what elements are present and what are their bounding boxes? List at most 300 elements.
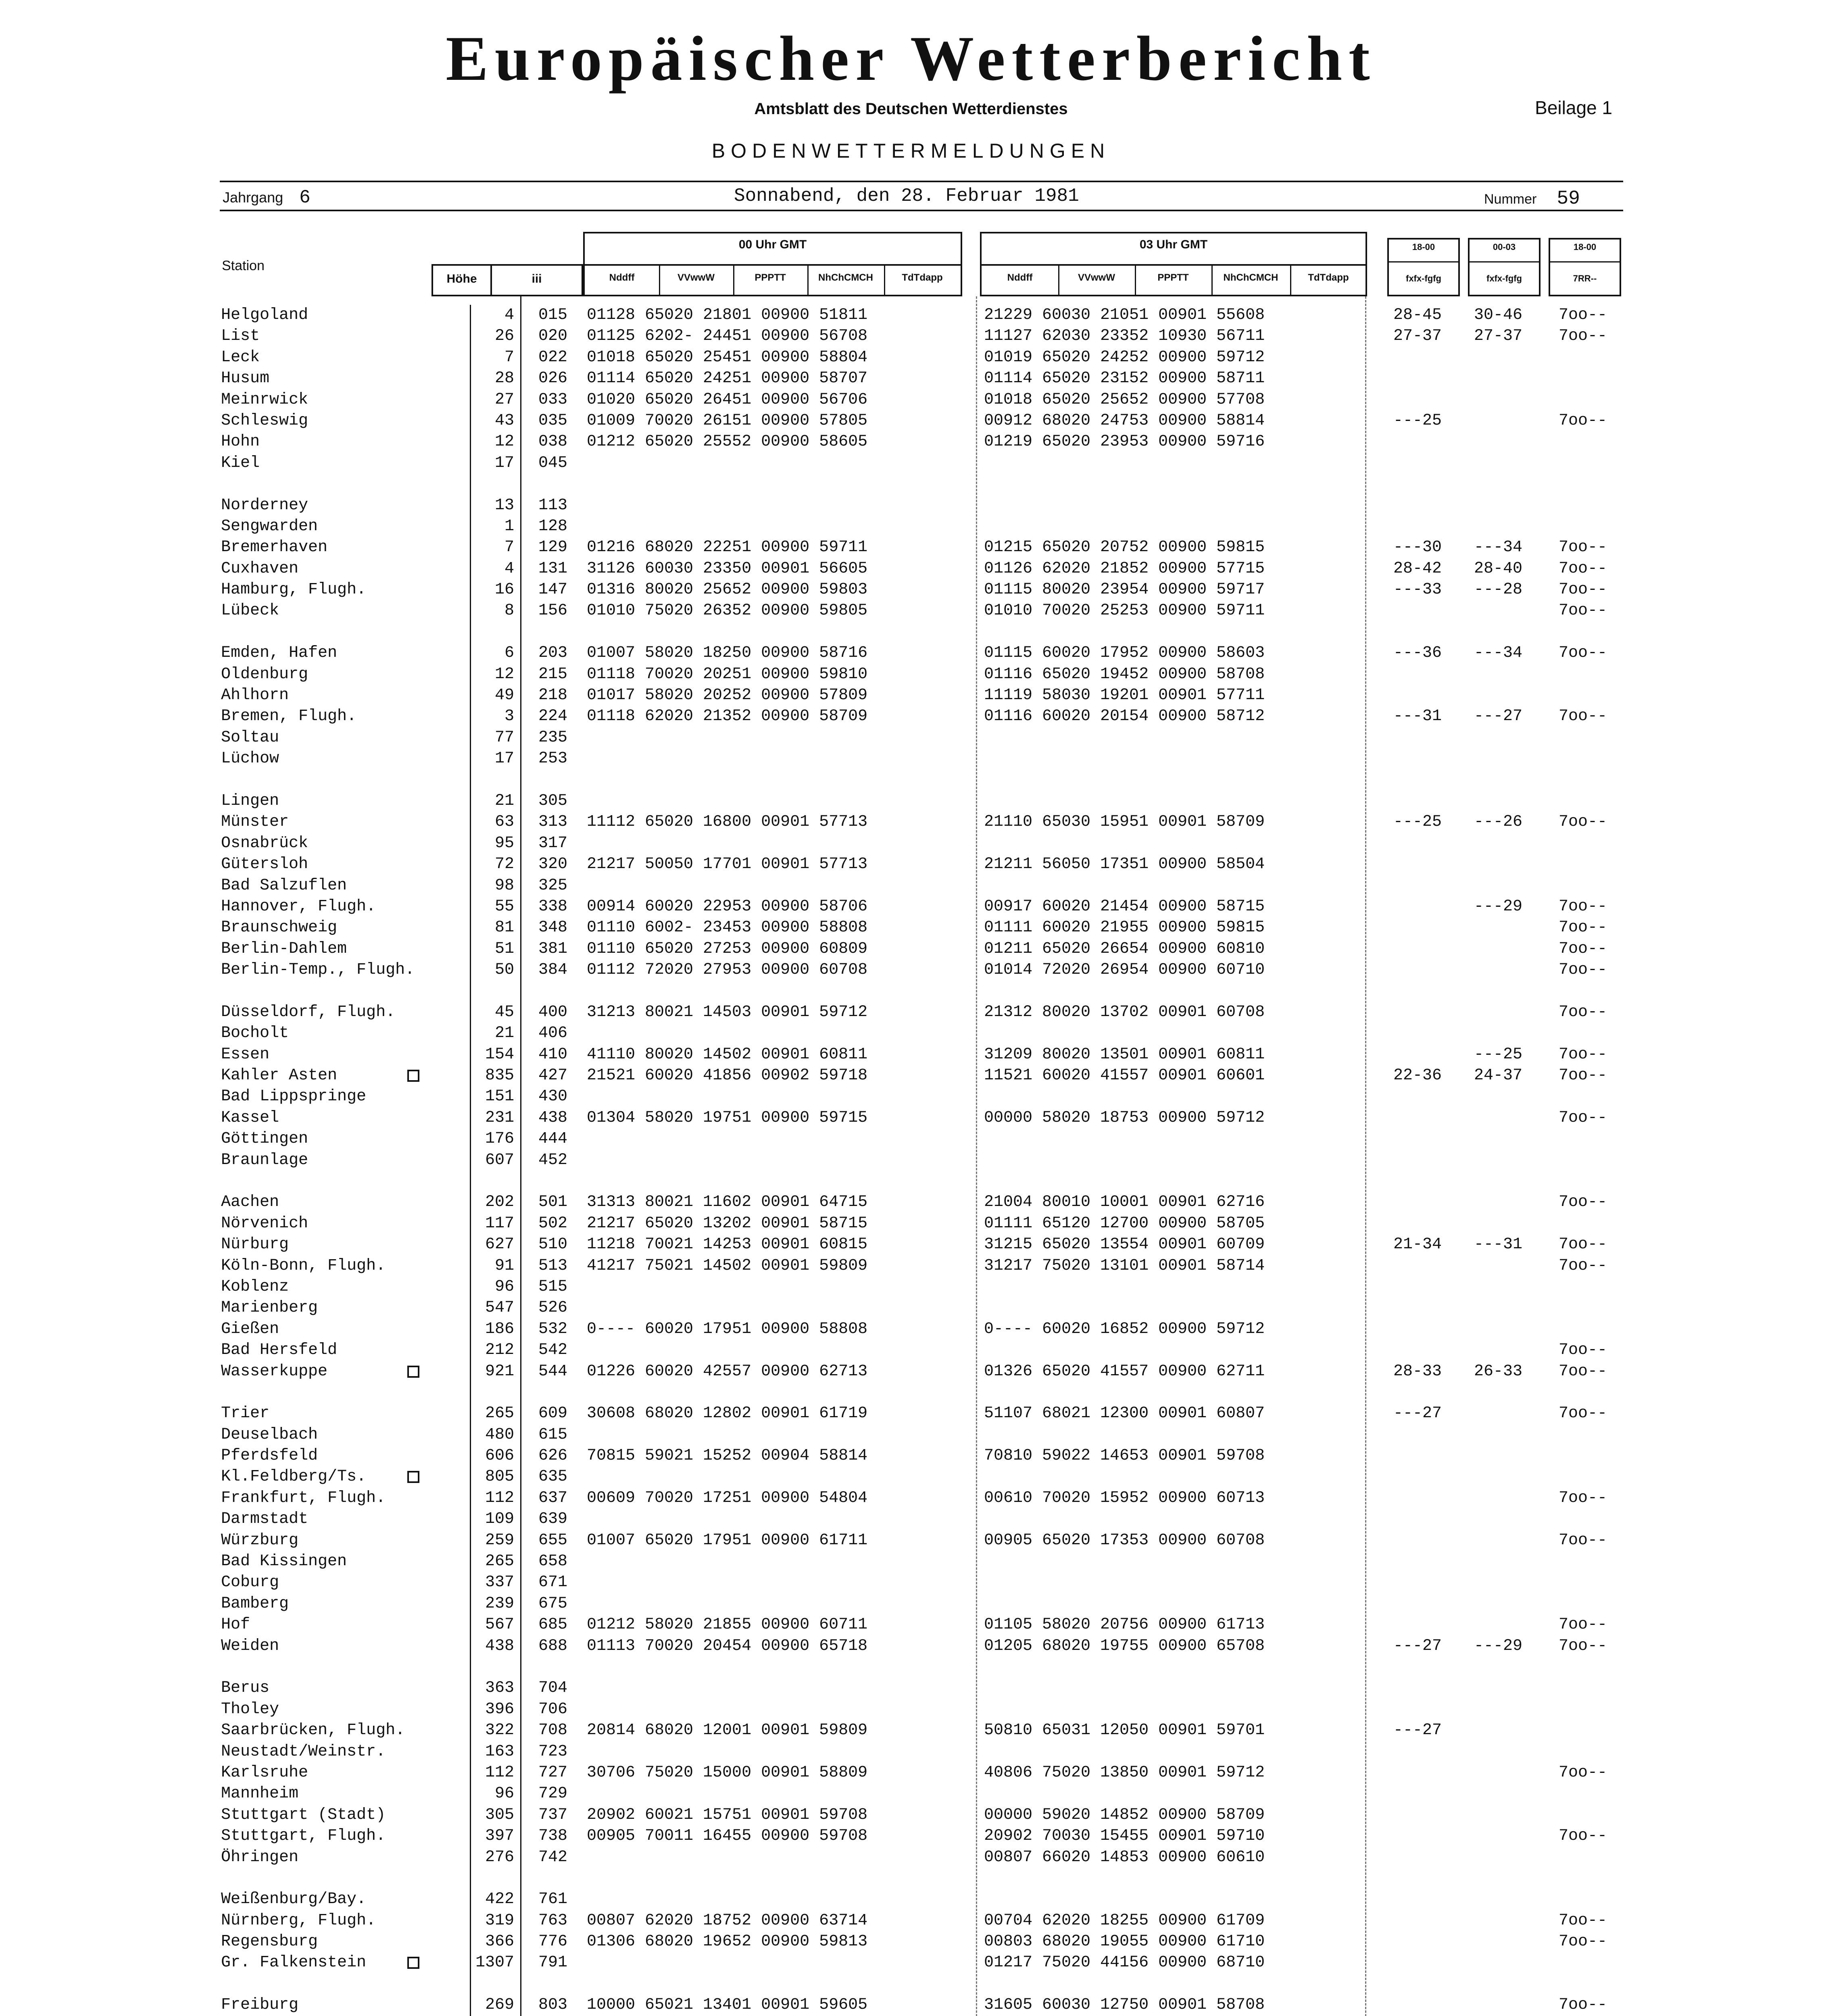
station-name: Nörvenich <box>221 1214 309 1233</box>
gust-18-00: ---31 <box>1393 707 1442 726</box>
obs-00: 01125 6202- 24451 00900 56708 <box>587 327 868 346</box>
extra1-sub: fxfx-fgfg <box>1406 273 1441 283</box>
obs-03: 01217 75020 44156 00900 68710 <box>984 1954 1265 1972</box>
subtitle: Amtsblatt des Deutschen Wetterdienstes <box>754 100 1068 118</box>
beilage-label: Beilage 1 <box>1535 97 1612 118</box>
station-name: Emden, Hafen <box>221 644 338 662</box>
station-number: 038 <box>538 433 568 451</box>
precip-code: 7oo-- <box>1559 1763 1607 1782</box>
station-name: Bad Salzuflen <box>221 876 347 895</box>
table-row <box>0 1699 1822 1720</box>
table-row <box>0 706 1822 727</box>
precip-code: 7oo-- <box>1559 1235 1607 1254</box>
gust-00-03: ---27 <box>1474 707 1523 726</box>
station-name: Aachen <box>221 1193 279 1212</box>
obs-03: 01115 80020 23954 00900 59717 <box>984 581 1265 599</box>
station-height: 55 <box>494 897 514 916</box>
station-name: Stuttgart, Flugh. <box>221 1827 386 1845</box>
obs-00: 10000 65021 13401 00901 59605 <box>587 1996 868 2014</box>
station-number: 742 <box>538 1848 568 1866</box>
station-name: Mannheim <box>221 1785 299 1803</box>
gust-00-03: ---34 <box>1474 538 1523 557</box>
gust-18-00: ---27 <box>1393 1721 1442 1740</box>
gust-18-00: ---30 <box>1393 538 1442 557</box>
obs-03: 00610 70020 15952 00900 60713 <box>984 1489 1265 1507</box>
table-row <box>0 410 1822 431</box>
obs-03: 0---- 60020 16852 00900 59712 <box>984 1320 1265 1338</box>
station-name: Kiel <box>221 454 260 472</box>
station-name: Sengwarden <box>221 517 318 535</box>
obs-03: 31215 65020 13554 00901 60709 <box>984 1235 1265 1254</box>
station-number: 026 <box>538 369 568 388</box>
station-name: Hof <box>221 1616 250 1634</box>
obs-03: 11127 62030 23352 10930 56711 <box>984 327 1265 346</box>
station-name: Gr. Falkenstein <box>221 1954 367 1972</box>
gust-18-00: 27-37 <box>1393 327 1442 346</box>
obs-00: 01020 65020 26451 00900 56706 <box>587 390 868 409</box>
station-name: Bad Kissingen <box>221 1552 347 1571</box>
station-height: 337 <box>485 1573 514 1592</box>
table-spacer <box>0 1868 1822 1889</box>
station-name: Bremen, Flugh. <box>221 707 357 726</box>
station-height: 17 <box>494 454 514 472</box>
station-height: 231 <box>485 1108 514 1127</box>
station-number: 313 <box>538 813 568 831</box>
station-number: 033 <box>538 390 568 409</box>
table-row <box>0 1425 1822 1445</box>
obs-00: 01113 70020 20454 00900 65718 <box>587 1637 868 1655</box>
precip-code: 7oo-- <box>1559 1108 1607 1127</box>
precip-code: 7oo-- <box>1559 939 1607 958</box>
station-number: 203 <box>538 644 568 662</box>
obs-03: 00704 62020 18255 00900 61709 <box>984 1911 1265 1930</box>
precip-code: 7oo-- <box>1559 538 1607 557</box>
obs-00: 20902 60021 15751 00901 59708 <box>587 1806 868 1824</box>
col00-tdapp: TdTdapp <box>902 272 943 283</box>
obs-03: 01019 65020 24252 00900 59712 <box>984 348 1265 367</box>
obs-03: 00000 59020 14852 00900 58709 <box>984 1806 1265 1824</box>
precip-code: 7oo-- <box>1559 1489 1607 1507</box>
station-number: 020 <box>538 327 568 346</box>
station-number: 635 <box>538 1468 568 1486</box>
station-name: Stuttgart (Stadt) <box>221 1806 386 1824</box>
station-number: 515 <box>538 1277 568 1296</box>
station-name: Neustadt/Weinstr. <box>221 1742 386 1761</box>
jahrgang-value: 6 <box>299 187 311 208</box>
station-name: Lüchow <box>221 750 279 768</box>
obs-03: 50810 65031 12050 00901 59701 <box>984 1721 1265 1740</box>
station-name: Marienberg <box>221 1299 318 1317</box>
station-number: 338 <box>538 897 568 916</box>
table-row <box>0 1488 1822 1509</box>
table-row <box>0 833 1822 854</box>
station-name: Berlin-Temp., Flugh. <box>221 961 415 979</box>
gust-18-00: 28-45 <box>1393 306 1442 324</box>
station-height: 112 <box>485 1489 514 1507</box>
station-name: Bad Hersfeld <box>221 1341 338 1360</box>
station-number: 406 <box>538 1024 568 1043</box>
table-row <box>0 643 1822 664</box>
table-row <box>0 1636 1822 1657</box>
station-number: 532 <box>538 1320 568 1338</box>
station-number: 113 <box>538 496 568 514</box>
obs-03: 21211 56050 17351 00900 58504 <box>984 855 1265 874</box>
table-row <box>0 1234 1822 1255</box>
obs-00: 21217 65020 13202 00901 58715 <box>587 1214 868 1233</box>
station-name: Lübeck <box>221 602 279 620</box>
col-iii: iii <box>532 272 542 285</box>
table-row <box>0 1593 1822 1614</box>
precip-code: 7oo-- <box>1559 644 1607 662</box>
station-name: Kahler Asten <box>221 1066 338 1085</box>
station-name: Bamberg <box>221 1594 289 1613</box>
station-name: Pferdsfeld <box>221 1447 318 1465</box>
table-row <box>0 1256 1822 1277</box>
station-number: 671 <box>538 1573 568 1592</box>
col-hoehe: Höhe <box>446 272 477 285</box>
station-height: 72 <box>494 855 514 874</box>
precip-code: 7oo-- <box>1559 1003 1607 1021</box>
station-name: Kl.Feldberg/Ts. <box>221 1468 367 1486</box>
table-row <box>0 1509 1822 1530</box>
station-name: Coburg <box>221 1573 279 1592</box>
station-height: 81 <box>494 918 514 937</box>
station-height: 49 <box>494 686 514 705</box>
obs-00: 00807 62020 18752 00900 63714 <box>587 1911 868 1930</box>
station-height: 8 <box>504 602 514 620</box>
table-row <box>0 389 1822 410</box>
station-name: Schleswig <box>221 411 309 430</box>
table-row <box>0 1931 1822 1952</box>
precip-code: 7oo-- <box>1559 1341 1607 1360</box>
col03-clouds: NhChCMCH <box>1223 272 1278 283</box>
station-name: Norderney <box>221 496 309 514</box>
gust-00-03: ---29 <box>1474 897 1523 916</box>
obs-00: 00905 70011 16455 00900 59708 <box>587 1827 868 1845</box>
gust-00-03: 27-37 <box>1474 327 1523 346</box>
precip-code: 7oo-- <box>1559 1404 1607 1423</box>
table-row <box>0 1044 1822 1065</box>
station-height: 163 <box>485 1742 514 1761</box>
station-name: Darmstadt <box>221 1510 309 1529</box>
obs-00: 01316 80020 25652 00900 59803 <box>587 581 868 599</box>
station-number: 015 <box>538 306 568 324</box>
table-row <box>0 1065 1822 1086</box>
col03-ppptt: PPPTT <box>1157 272 1189 283</box>
obs-00: 0---- 60020 17951 00900 58808 <box>587 1320 868 1338</box>
precip-code: 7oo-- <box>1559 1193 1607 1212</box>
gust-18-00: ---25 <box>1393 411 1442 430</box>
station-number: 444 <box>538 1130 568 1148</box>
obs-00: 70815 59021 15252 00904 58814 <box>587 1447 868 1465</box>
table-row <box>0 917 1822 938</box>
table-row <box>0 1614 1822 1635</box>
obs-03: 01105 58020 20756 00900 61713 <box>984 1616 1265 1634</box>
station-number: 218 <box>538 686 568 705</box>
station-name: Ahlhorn <box>221 686 289 705</box>
col00-vvwww: VVwwW <box>677 272 715 283</box>
gust-18-00: 28-42 <box>1393 559 1442 578</box>
station-number: 235 <box>538 728 568 747</box>
station-number: 723 <box>538 1742 568 1761</box>
station-number: 637 <box>538 1489 568 1507</box>
station-name: Nürburg <box>221 1235 289 1254</box>
station-number: 761 <box>538 1890 568 1909</box>
nummer <box>1484 188 1580 210</box>
station-height: 91 <box>494 1256 514 1275</box>
precip-code: 7oo-- <box>1559 602 1607 620</box>
gust-18-00: ---27 <box>1393 1637 1442 1655</box>
table-row <box>0 1720 1822 1741</box>
station-height: 1 <box>504 517 514 535</box>
station-number: 706 <box>538 1700 568 1718</box>
station-height: 265 <box>485 1404 514 1423</box>
nummer-value: 59 <box>1557 188 1580 210</box>
gust-00-03: ---29 <box>1474 1637 1523 1655</box>
col-station: Station <box>222 258 265 273</box>
station-name: Düsseldorf, Flugh. <box>221 1003 396 1021</box>
precip-code: 7oo-- <box>1559 813 1607 831</box>
station-number: 639 <box>538 1510 568 1529</box>
issue-date: Sonnabend, den 28. Februar 1981 <box>734 185 1079 206</box>
table-row <box>0 854 1822 875</box>
station-height: 366 <box>485 1933 514 1951</box>
station-height: 202 <box>485 1193 514 1212</box>
station-number: 452 <box>538 1151 568 1169</box>
obs-03: 21004 80010 10001 00901 62716 <box>984 1193 1265 1212</box>
station-height: 96 <box>494 1277 514 1296</box>
table-row <box>0 1129 1822 1150</box>
station-name: Gießen <box>221 1320 279 1338</box>
obs-00: 01010 75020 26352 00900 59805 <box>587 602 868 620</box>
table-spacer <box>0 474 1822 495</box>
obs-00: 01306 68020 19652 00900 59813 <box>587 1933 868 1951</box>
group-00: 00 Uhr GMT <box>738 238 807 251</box>
obs-03: 00917 60020 21454 00900 58715 <box>984 897 1265 916</box>
nummer-label: Nummer <box>1484 192 1537 207</box>
obs-00: 41110 80020 14502 00901 60811 <box>587 1045 868 1064</box>
gust-00-03: ---28 <box>1474 581 1523 599</box>
jahrgang-label: Jahrgang <box>223 189 284 206</box>
station-number: 410 <box>538 1045 568 1064</box>
table-row <box>0 1213 1822 1234</box>
obs-03: 21312 80020 13702 00901 60708 <box>984 1003 1265 1021</box>
station-number: 128 <box>538 517 568 535</box>
station-name: List <box>221 327 260 346</box>
station-number: 776 <box>538 1933 568 1951</box>
station-name: Leck <box>221 348 260 367</box>
gust-00-03: ---25 <box>1474 1045 1523 1064</box>
obs-00: 21521 60020 41856 00902 59718 <box>587 1066 868 1085</box>
station-name: Bremerhaven <box>221 538 328 557</box>
section-title: BODENWETTERMELDUNGEN <box>711 140 1111 162</box>
obs-00: 11112 65020 16800 00901 57713 <box>587 813 868 831</box>
table-spacer <box>0 1382 1822 1403</box>
table-row <box>0 1678 1822 1699</box>
table-row <box>0 1086 1822 1107</box>
precip-code: 7oo-- <box>1559 411 1607 430</box>
obs-03: 01215 65020 20752 00900 59815 <box>984 538 1265 557</box>
precip-code: 7oo-- <box>1559 306 1607 324</box>
open-square-icon <box>407 1070 419 1082</box>
station-name: Cuxhaven <box>221 559 299 578</box>
obs-00: 01110 6002- 23453 00900 58808 <box>587 918 868 937</box>
obs-03: 21229 60030 21051 00901 55608 <box>984 306 1265 324</box>
station-height: 212 <box>485 1341 514 1360</box>
station-number: 729 <box>538 1785 568 1803</box>
station-name: Koblenz <box>221 1277 289 1296</box>
table-row <box>0 1340 1822 1361</box>
table-row <box>0 896 1822 917</box>
obs-00: 01212 65020 25552 00900 58605 <box>587 433 868 451</box>
table-row <box>0 305 1822 326</box>
obs-03: 11119 58030 19201 00901 57711 <box>984 686 1265 705</box>
station-number: 615 <box>538 1425 568 1444</box>
station-height: 109 <box>485 1510 514 1529</box>
station-height: 322 <box>485 1721 514 1740</box>
station-name: Essen <box>221 1045 270 1064</box>
table-row <box>0 1847 1822 1868</box>
table-row <box>0 1826 1822 1847</box>
station-name: Trier <box>221 1404 270 1423</box>
table-row <box>0 431 1822 452</box>
table-row <box>0 347 1822 368</box>
station-height: 154 <box>485 1045 514 1064</box>
station-number: 022 <box>538 348 568 367</box>
station-height: 50 <box>494 961 514 979</box>
obs-00: 31213 80021 14503 00901 59712 <box>587 1003 868 1021</box>
station-number: 325 <box>538 876 568 895</box>
station-height: 27 <box>494 390 514 409</box>
open-square-icon <box>407 1957 419 1969</box>
station-name: Weiden <box>221 1637 279 1655</box>
station-number: 501 <box>538 1193 568 1212</box>
obs-03: 31209 80020 13501 00901 60811 <box>984 1045 1265 1064</box>
table-spacer <box>0 1171 1822 1192</box>
obs-03: 00912 68020 24753 00900 58814 <box>984 411 1265 430</box>
station-name: Helgoland <box>221 306 309 324</box>
station-height: 607 <box>485 1151 514 1169</box>
station-number: 704 <box>538 1679 568 1697</box>
station-height: 43 <box>494 411 514 430</box>
col03-tdapp: TdTdapp <box>1308 272 1349 283</box>
station-height: 28 <box>494 369 514 388</box>
station-height: 95 <box>494 834 514 852</box>
station-height: 6 <box>504 644 514 662</box>
station-height: 397 <box>485 1827 514 1845</box>
header-rule <box>220 181 1623 182</box>
station-height: 51 <box>494 939 514 958</box>
gust-00-03: 24-37 <box>1474 1066 1523 1085</box>
open-square-icon <box>407 1366 419 1378</box>
table-row <box>0 664 1822 685</box>
station-number: 609 <box>538 1404 568 1423</box>
table-row <box>0 1530 1822 1551</box>
station-height: 835 <box>485 1066 514 1085</box>
obs-00: 31313 80021 11602 00901 64715 <box>587 1193 868 1212</box>
station-number: 655 <box>538 1531 568 1549</box>
station-name: Nürnberg, Flugh. <box>221 1911 376 1930</box>
station-number: 045 <box>538 454 568 472</box>
station-number: 224 <box>538 707 568 726</box>
table-row <box>0 748 1822 769</box>
station-number: 513 <box>538 1256 568 1275</box>
station-height: 547 <box>485 1299 514 1317</box>
extra2-period: 00-03 <box>1493 242 1516 252</box>
station-height: 26 <box>494 327 514 346</box>
table-spacer <box>0 622 1822 643</box>
table-row <box>0 1551 1822 1572</box>
station-name: Bad Lippspringe <box>221 1087 367 1106</box>
station-height: 805 <box>485 1468 514 1486</box>
precip-code: 7oo-- <box>1559 1616 1607 1634</box>
table-row <box>0 1572 1822 1593</box>
extra1-period: 18-00 <box>1412 242 1435 252</box>
table-row <box>0 939 1822 960</box>
station-number: 708 <box>538 1721 568 1740</box>
precip-code: 7oo-- <box>1559 1637 1607 1655</box>
station-height: 269 <box>485 1996 514 2014</box>
station-number: 502 <box>538 1214 568 1233</box>
station-height: 98 <box>494 876 514 895</box>
table-row <box>0 875 1822 896</box>
obs-03: 11521 60020 41557 00901 60601 <box>984 1066 1265 1085</box>
precip-code: 7oo-- <box>1559 897 1607 916</box>
obs-00: 11218 70021 14253 00901 60815 <box>587 1235 868 1254</box>
station-height: 265 <box>485 1552 514 1571</box>
station-height: 117 <box>485 1214 514 1233</box>
precip-code: 7oo-- <box>1559 1362 1607 1381</box>
station-height: 12 <box>494 665 514 683</box>
precip-code: 7oo-- <box>1559 1256 1607 1275</box>
col00-clouds: NhChCMCH <box>818 272 873 283</box>
table-row <box>0 1277 1822 1297</box>
station-number: 727 <box>538 1763 568 1782</box>
gust-00-03: 28-40 <box>1474 559 1523 578</box>
table-row <box>0 1002 1822 1023</box>
obs-00: 01118 62020 21352 00900 58709 <box>587 707 868 726</box>
station-height: 606 <box>485 1447 514 1465</box>
station-name: Deuselbach <box>221 1425 318 1444</box>
station-name: Braunschweig <box>221 918 338 937</box>
station-height: 13 <box>494 496 514 514</box>
station-height: 151 <box>485 1087 514 1106</box>
station-height: 4 <box>504 559 514 578</box>
station-name: Berlin-Dahlem <box>221 939 347 958</box>
obs-00: 01226 60020 42557 00900 62713 <box>587 1362 868 1381</box>
station-height: 1307 <box>475 1954 514 1972</box>
station-number: 320 <box>538 855 568 874</box>
obs-03: 21110 65030 15951 00901 58709 <box>984 813 1265 831</box>
station-name: Hannover, Flugh. <box>221 897 376 916</box>
gust-00-03: ---26 <box>1474 813 1523 831</box>
gust-00-03: ---34 <box>1474 644 1523 662</box>
table-row <box>0 812 1822 833</box>
obs-00: 30608 68020 12802 00901 61719 <box>587 1404 868 1423</box>
station-name: Frankfurt, Flugh. <box>221 1489 386 1507</box>
station-number: 147 <box>538 581 568 599</box>
station-number: 438 <box>538 1108 568 1127</box>
station-height: 12 <box>494 433 514 451</box>
station-number: 427 <box>538 1066 568 1085</box>
precip-code: 7oo-- <box>1559 1066 1607 1085</box>
station-number: 688 <box>538 1637 568 1655</box>
station-height: 186 <box>485 1320 514 1338</box>
station-number: 156 <box>538 602 568 620</box>
table-row <box>0 1445 1822 1466</box>
table-row <box>0 960 1822 981</box>
table-row <box>0 1805 1822 1826</box>
